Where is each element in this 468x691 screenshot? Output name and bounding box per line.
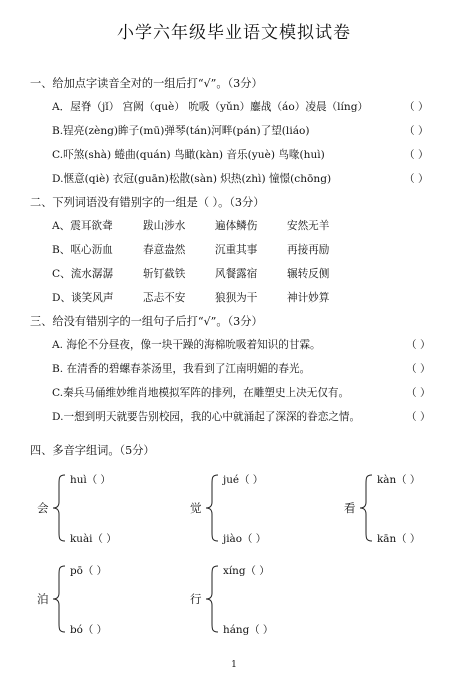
pinyin-answer[interactable]: jiào（ ）: [223, 533, 267, 545]
s1-answer-d[interactable]: （ ）: [404, 173, 429, 185]
pinyin-answer[interactable]: pō（ ）: [70, 565, 107, 577]
page-number: 1: [231, 660, 237, 670]
s2-word: C、流水潺潺: [52, 268, 114, 280]
pinyin-answer[interactable]: kuài（ ）: [70, 533, 117, 545]
s1-answer-c[interactable]: （ ）: [404, 149, 429, 161]
s2-word: 再接再励: [287, 244, 330, 256]
s2-word: B、呕心沥血: [52, 244, 113, 256]
s1-option-b: B.锃亮(zèng)眸子(mū)弹琴(tán)河畔(pán)了望(liáo): [52, 125, 310, 137]
s2-word: 狼狈为干: [215, 292, 258, 304]
section-1-heading: 一、给加点字读音全对的一组后打“√”。（3分）: [30, 77, 263, 90]
pinyin-answer[interactable]: bó（ ）: [70, 624, 107, 636]
s2-word: 斩钉截铁: [143, 268, 186, 280]
s2-word: 遍体鳞伤: [215, 220, 258, 232]
s1-option-a: A．屋脊（jǐ） 宫阙（què） 吮吸（yǔn）鏖战（áo）凌晨（líng）: [52, 101, 369, 113]
s2-word: 沉重其事: [215, 244, 258, 256]
brace-icon: [52, 474, 66, 542]
s2-word: 忑忐不安: [143, 292, 186, 304]
polyphone-char: 泊: [37, 592, 49, 606]
s2-word: 跋山涉水: [143, 220, 186, 232]
brace-icon: [205, 474, 219, 542]
s3-option-b: B. 在清香的碧螺春茶汤里，我看到了江南明媚的春光。: [52, 363, 311, 375]
polyphone-char: 觉: [190, 501, 202, 515]
pinyin-answer[interactable]: xíng（ ）: [223, 565, 270, 577]
s3-answer-a[interactable]: （ ）: [406, 339, 431, 351]
polyphone-char: 看: [344, 501, 356, 515]
s1-answer-b[interactable]: （ ）: [404, 125, 429, 137]
pinyin-answer[interactable]: kān（ ）: [377, 533, 421, 545]
s3-answer-b[interactable]: （ ）: [406, 363, 431, 375]
s2-word: A、震耳欲聋: [52, 220, 113, 232]
s2-word: 辗转反侧: [287, 268, 330, 280]
s2-word: D、谈笑风声: [52, 292, 114, 304]
s3-answer-c[interactable]: （ ）: [406, 387, 431, 399]
pinyin-answer[interactable]: huì（ ）: [70, 474, 111, 486]
s3-option-a: A. 海伦不分昼夜，像一块干躁的海棉吮吸着知识的甘霖。: [52, 339, 321, 351]
exam-title: 小学六年级毕业语文模拟试卷: [117, 23, 351, 43]
s1-answer-a[interactable]: （ ）: [404, 101, 429, 113]
pinyin-answer[interactable]: kàn（ ）: [377, 474, 421, 486]
s2-word: 神计妙算: [287, 292, 330, 304]
section-2-heading: 二、下列词语没有错别字的一组是（ ）。（3分）: [30, 196, 265, 209]
s1-option-c: C.吓煞(shà) 蜷曲(quán) 鸟瞰(kàn) 音乐(yuè) 鸟喙(huì): [52, 149, 325, 161]
section-3-heading: 三、给没有错别字的一组句子后打“√”。（3分）: [30, 315, 263, 328]
polyphone-char: 行: [190, 592, 202, 606]
s3-option-c: C.秦兵马俑维妙维肖地模拟军阵的排列，在雕塑史上决无仅有。: [52, 387, 350, 399]
brace-icon: [205, 565, 219, 633]
s1-option-d: D.惬意(qiè) 衣冠(guān)松散(sàn) 炽热(zhì) 憧憬(chōng): [52, 173, 332, 185]
s2-word: 春意盎然: [143, 244, 186, 256]
s2-word: 风餐露宿: [215, 268, 258, 280]
brace-icon: [359, 474, 373, 542]
brace-icon: [52, 565, 66, 633]
s2-word: 安然无羊: [287, 220, 330, 232]
pinyin-answer[interactable]: háng（ ）: [223, 624, 274, 636]
polyphone-char: 会: [37, 501, 49, 515]
section-4-heading: 四、多音字组词。（5分）: [30, 444, 155, 457]
s3-option-d: D.一想到明天就要告别校园，我的心中就涌起了深深的眷恋之情。: [52, 411, 361, 423]
pinyin-answer[interactable]: jué（ ）: [223, 474, 264, 486]
s3-answer-d[interactable]: （ ）: [406, 411, 431, 423]
